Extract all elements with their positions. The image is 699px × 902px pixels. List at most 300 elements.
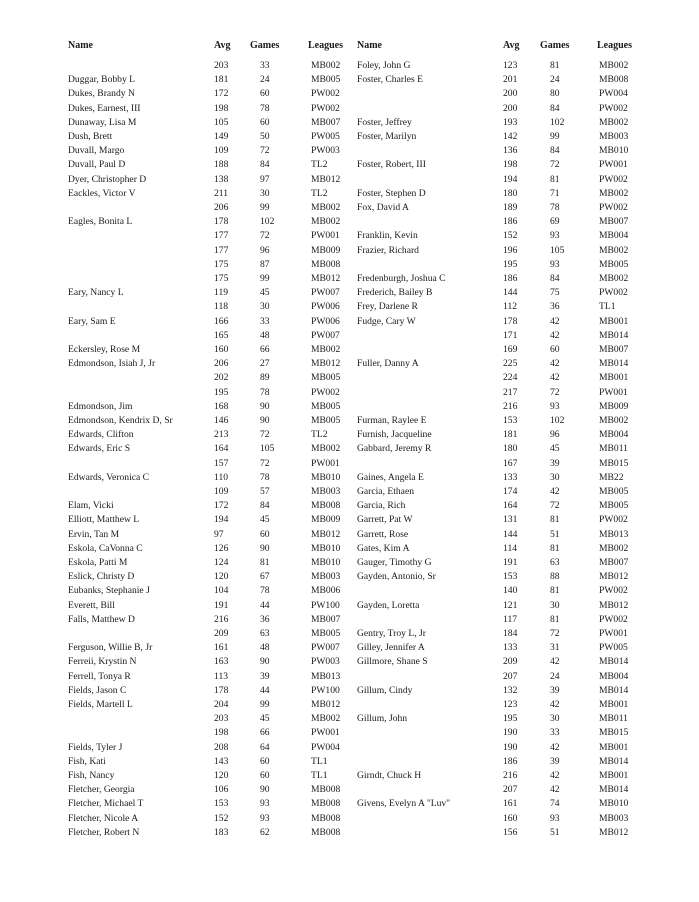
cell-name-right: Gillmore, Shane S [357, 656, 428, 668]
cell-avg-right: 195 [503, 258, 518, 270]
cell-name-left: Fletcher, Michael T [68, 798, 144, 810]
cell-games-left: 90 [260, 784, 270, 796]
cell-league-right: MB007 [599, 344, 629, 355]
table-row [0, 514, 699, 528]
table-row [0, 344, 699, 358]
cell-name-left: Fields, Martell L [68, 699, 133, 710]
cell-games-right: 39 [550, 684, 560, 696]
cell-name-left: Fletcher, Georgia [68, 784, 135, 796]
cell-name-right: Frey, Darlene R [357, 301, 418, 313]
cell-avg-right: 207 [503, 670, 518, 682]
cell-avg-left: 153 [214, 798, 229, 810]
table-row [0, 401, 699, 415]
cell-avg-left: 146 [214, 415, 229, 426]
cell-games-right: 39 [550, 755, 560, 767]
cell-avg-right: 174 [503, 486, 518, 497]
cell-league-right: PW005 [599, 642, 628, 654]
cell-league-left: MB010 [311, 542, 341, 554]
cell-league-left: MB002 [311, 344, 341, 355]
cell-games-right: 80 [550, 88, 560, 100]
cell-avg-left: 138 [214, 173, 229, 185]
cell-games-left: 60 [260, 88, 270, 100]
cell-avg-right: 196 [503, 244, 518, 256]
cell-league-right: MB002 [599, 415, 629, 426]
cell-games-left: 44 [260, 684, 270, 696]
cell-league-left: MB009 [311, 514, 341, 526]
cell-games-left: 72 [260, 457, 270, 469]
table-row [0, 685, 699, 699]
cell-games-right: 42 [550, 656, 560, 668]
cell-games-left: 60 [260, 116, 270, 128]
cell-avg-left: 175 [214, 258, 229, 270]
cell-avg-right: 216 [503, 400, 518, 412]
cell-avg-left: 202 [214, 372, 229, 384]
table-row [0, 245, 699, 259]
table-row [0, 827, 699, 841]
cell-games-left: 24 [260, 74, 270, 86]
cell-league-left: MB008 [311, 798, 341, 810]
table-row [0, 813, 699, 827]
cell-games-left: 36 [260, 613, 270, 625]
cell-league-left: PW100 [311, 599, 340, 611]
cell-games-left: 60 [260, 528, 270, 540]
cell-games-left: 72 [260, 145, 270, 157]
cell-name-left: Edwards, Veronica C [68, 471, 150, 483]
table-row [0, 713, 699, 727]
cell-games-right: 74 [550, 798, 560, 810]
cell-games-left: 64 [260, 741, 270, 753]
cell-games-left: 90 [260, 400, 270, 412]
cell-name-left: Eubanks, Stephanie J [68, 585, 150, 597]
table-row [0, 259, 699, 273]
cell-games-left: 90 [260, 656, 270, 668]
cell-league-left: MB007 [311, 116, 341, 128]
cell-name-right: Gayden, Antonio, Sr [357, 571, 436, 583]
cell-games-right: 102 [550, 415, 565, 426]
cell-league-left: MB002 [311, 216, 341, 228]
cell-league-right: MB001 [599, 741, 629, 753]
cell-league-right: MB003 [599, 812, 629, 824]
cell-avg-right: 132 [503, 684, 518, 696]
cell-avg-right: 217 [503, 386, 518, 398]
cell-games-left: 67 [260, 571, 270, 583]
cell-league-left: MB012 [311, 358, 341, 370]
cell-league-left: PW001 [311, 457, 340, 469]
table-row [0, 358, 699, 372]
cell-games-right: 42 [550, 784, 560, 796]
table-row [0, 330, 699, 344]
cell-games-right: 45 [550, 443, 560, 455]
cell-avg-left: 104 [214, 585, 229, 597]
table-row [0, 273, 699, 287]
cell-league-right: PW004 [599, 88, 628, 100]
table-row [0, 585, 699, 599]
table-row [0, 74, 699, 88]
cell-name-right: Foster, Charles E [357, 74, 423, 86]
cell-league-left: MB002 [311, 713, 341, 725]
cell-games-left: 33 [260, 60, 270, 71]
cell-league-left: MB012 [311, 173, 341, 185]
cell-avg-right: 178 [503, 315, 518, 327]
cell-name-right: Givens, Evelyn A "Luv" [357, 798, 451, 810]
cell-name-left: Eagles, Bonita L [68, 216, 133, 228]
cell-games-right: 93 [550, 230, 560, 242]
cell-league-right: MB014 [599, 656, 629, 668]
table-row [0, 671, 699, 685]
cell-games-right: 72 [550, 386, 560, 398]
cell-games-right: 30 [550, 713, 560, 725]
cell-avg-left: 143 [214, 755, 229, 767]
cell-name-right: Gates, Kim A [357, 542, 410, 554]
cell-avg-left: 97 [214, 528, 224, 540]
cell-league-right: MB004 [599, 230, 629, 242]
cell-games-right: 71 [550, 187, 560, 199]
cell-league-right: MB011 [599, 713, 628, 725]
cell-avg-left: 188 [214, 159, 229, 171]
cell-avg-left: 177 [214, 230, 229, 242]
cell-games-left: 78 [260, 585, 270, 597]
cell-league-left: PW005 [311, 131, 340, 142]
header-avg-right: Avg [503, 40, 520, 51]
table-row [0, 557, 699, 571]
cell-name-left: Eary, Nancy L [68, 287, 124, 299]
cell-league-left: PW004 [311, 741, 340, 753]
cell-league-left: PW007 [311, 287, 340, 299]
table-row [0, 415, 699, 429]
cell-games-right: 30 [550, 599, 560, 611]
cell-avg-left: 178 [214, 684, 229, 696]
cell-games-right: 72 [550, 628, 560, 639]
cell-games-right: 78 [550, 202, 560, 213]
cell-name-right: Fudge, Cary W [357, 315, 416, 327]
cell-league-right: MB012 [599, 826, 629, 838]
cell-name-left: Fish, Nancy [68, 770, 115, 781]
cell-avg-left: 113 [214, 670, 229, 682]
cell-league-left: TL2 [311, 187, 328, 199]
cell-avg-left: 216 [214, 613, 229, 625]
cell-avg-right: 209 [503, 656, 518, 668]
cell-avg-right: 200 [503, 102, 518, 114]
table-row [0, 756, 699, 770]
cell-avg-right: 140 [503, 585, 518, 597]
cell-avg-right: 200 [503, 88, 518, 100]
cell-name-right: Gentry, Troy L, Jr [357, 628, 426, 639]
cell-avg-right: 194 [503, 173, 518, 185]
cell-name-right: Garrett, Pat W [357, 514, 413, 526]
cell-league-right: MB001 [599, 315, 629, 327]
cell-games-left: 102 [260, 216, 275, 228]
cell-name-left: Eskola, CaVonna C [68, 542, 143, 554]
cell-name-left: Dukes, Brandy N [68, 88, 135, 100]
cell-avg-right: 189 [503, 202, 518, 213]
cell-name-left: Fletcher, Robert N [68, 826, 140, 838]
cell-name-left: Fields, Jason C [68, 684, 127, 696]
cell-league-left: PW007 [311, 329, 340, 341]
cell-games-left: 78 [260, 471, 270, 483]
cell-league-right: MB004 [599, 429, 629, 441]
cell-games-left: 89 [260, 372, 270, 384]
header-name-left: Name [68, 40, 93, 51]
cell-league-right: MB002 [599, 116, 629, 128]
cell-name-left: Duvall, Paul D [68, 159, 126, 171]
cell-avg-left: 213 [214, 429, 229, 441]
cell-avg-left: 110 [214, 471, 229, 483]
cell-games-left: 87 [260, 258, 270, 270]
cell-games-left: 81 [260, 557, 270, 568]
cell-games-left: 45 [260, 514, 270, 526]
cell-games-left: 93 [260, 798, 270, 810]
cell-avg-right: 181 [503, 429, 518, 441]
cell-games-right: 72 [550, 500, 560, 512]
cell-name-left: Elliott, Matthew L [68, 514, 140, 526]
table-row [0, 117, 699, 131]
cell-avg-left: 198 [214, 727, 229, 739]
cell-games-right: 42 [550, 372, 560, 384]
cell-games-left: 27 [260, 358, 270, 370]
table-row [0, 387, 699, 401]
table-row [0, 770, 699, 784]
cell-avg-left: 211 [214, 187, 229, 199]
cell-league-left: MB005 [311, 74, 341, 86]
cell-name-left: Eackles, Victor V [68, 187, 136, 199]
cell-league-right: PW002 [599, 514, 628, 526]
cell-avg-right: 144 [503, 528, 518, 540]
cell-name-right: Furman, Raylee E [357, 415, 427, 426]
table-row [0, 798, 699, 812]
table-row [0, 174, 699, 188]
cell-games-right: 42 [550, 770, 560, 781]
cell-games-right: 88 [550, 571, 560, 583]
cell-avg-right: 160 [503, 812, 518, 824]
cell-games-right: 42 [550, 358, 560, 370]
cell-avg-left: 105 [214, 116, 229, 128]
cell-games-right: 36 [550, 301, 560, 313]
cell-avg-right: 180 [503, 187, 518, 199]
cell-league-right: MB005 [599, 486, 629, 497]
cell-avg-right: 186 [503, 216, 518, 228]
cell-league-left: TL1 [311, 770, 328, 781]
cell-avg-right: 167 [503, 457, 518, 469]
cell-avg-right: 195 [503, 713, 518, 725]
cell-avg-left: 160 [214, 344, 229, 355]
table-row [0, 316, 699, 330]
cell-games-left: 99 [260, 699, 270, 710]
cell-league-right: PW002 [599, 585, 628, 597]
cell-avg-left: 204 [214, 699, 229, 710]
table-row [0, 131, 699, 145]
cell-league-left: PW100 [311, 684, 340, 696]
cell-league-left: MB008 [311, 826, 341, 838]
cell-name-left: Ferguson, Willie B, Jr [68, 642, 153, 654]
cell-name-right: Gilley, Jennifer A [357, 642, 425, 654]
cell-league-right: MB002 [599, 542, 629, 554]
table-row [0, 429, 699, 443]
cell-avg-right: 216 [503, 770, 518, 781]
cell-league-right: MB012 [599, 571, 629, 583]
cell-avg-left: 195 [214, 386, 229, 398]
cell-name-left: Edmondson, Isiah J, Jr [68, 358, 156, 370]
cell-league-right: MB010 [599, 145, 629, 157]
cell-league-right: MB001 [599, 770, 629, 781]
cell-name-left: Dukes, Earnest, III [68, 102, 141, 114]
cell-name-left: Dyer, Christopher D [68, 173, 147, 185]
table-row [0, 159, 699, 173]
cell-games-right: 102 [550, 116, 565, 128]
cell-name-right: Gabbard, Jeremy R [357, 443, 432, 455]
cell-league-right: MB014 [599, 784, 629, 796]
cell-league-left: MB003 [311, 486, 341, 497]
cell-name-right: Foster, Marilyn [357, 131, 417, 142]
cell-name-left: Fields, Tyler J [68, 741, 123, 753]
cell-avg-right: 190 [503, 727, 518, 739]
cell-league-right: MB014 [599, 755, 629, 767]
cell-league-right: PW002 [599, 287, 628, 299]
cell-league-right: PW001 [599, 628, 628, 639]
cell-games-right: 81 [550, 542, 560, 554]
table-row [0, 230, 699, 244]
table-row [0, 472, 699, 486]
cell-league-right: TL1 [599, 301, 616, 313]
header-name-right: Name [357, 40, 382, 51]
cell-avg-left: 181 [214, 74, 229, 86]
cell-games-left: 39 [260, 670, 270, 682]
table-row [0, 543, 699, 557]
cell-league-left: PW001 [311, 230, 340, 242]
cell-name-right: Girndt, Chuck H [357, 770, 422, 781]
cell-games-left: 99 [260, 202, 270, 213]
table-row [0, 486, 699, 500]
cell-games-left: 45 [260, 713, 270, 725]
cell-games-right: 84 [550, 102, 560, 114]
cell-league-right: MB002 [599, 273, 629, 284]
cell-games-right: 24 [550, 670, 560, 682]
cell-name-right: Gaines, Angela E [357, 471, 424, 483]
cell-avg-right: 136 [503, 145, 518, 157]
cell-games-left: 78 [260, 386, 270, 398]
cell-league-right: MB001 [599, 699, 629, 710]
cell-games-left: 60 [260, 770, 270, 781]
cell-league-right: MB014 [599, 329, 629, 341]
cell-name-right: Garrett, Rose [357, 528, 409, 540]
cell-avg-left: 191 [214, 599, 229, 611]
cell-avg-right: 161 [503, 798, 518, 810]
cell-games-left: 30 [260, 187, 270, 199]
table-row [0, 301, 699, 315]
table-row [0, 784, 699, 798]
cell-name-left: Edmondson, Jim [68, 400, 133, 412]
cell-league-left: MB005 [311, 628, 341, 639]
cell-league-left: MB012 [311, 273, 341, 284]
cell-league-left: MB006 [311, 585, 341, 597]
cell-league-left: PW002 [311, 102, 340, 114]
cell-avg-left: 109 [214, 145, 229, 157]
cell-avg-left: 168 [214, 400, 229, 412]
cell-name-left: Dush, Brett [68, 131, 113, 142]
cell-league-right: MB003 [599, 131, 629, 142]
cell-avg-right: 133 [503, 471, 518, 483]
cell-avg-right: 156 [503, 826, 518, 838]
header-leagues-right: Leagues [597, 40, 632, 51]
cell-avg-right: 186 [503, 755, 518, 767]
cell-league-right: MB014 [599, 684, 629, 696]
cell-avg-right: 171 [503, 329, 518, 341]
cell-name-right: Gillum, Cindy [357, 684, 413, 696]
cell-games-right: 42 [550, 699, 560, 710]
cell-league-right: MB012 [599, 599, 629, 611]
cell-games-right: 51 [550, 826, 560, 838]
cell-name-left: Fletcher, Nicole A [68, 812, 139, 824]
cell-league-right: PW001 [599, 386, 628, 398]
cell-avg-left: 178 [214, 216, 229, 228]
cell-avg-left: 206 [214, 358, 229, 370]
cell-avg-right: 201 [503, 74, 518, 86]
table-row [0, 103, 699, 117]
cell-games-left: 66 [260, 727, 270, 739]
table-row [0, 529, 699, 543]
cell-games-left: 84 [260, 500, 270, 512]
cell-name-left: Ferrell, Tonya R [68, 670, 131, 682]
table-row [0, 642, 699, 656]
cell-name-right: Foley, John G [357, 60, 411, 71]
cell-league-right: MB002 [599, 60, 629, 71]
table-row [0, 202, 699, 216]
cell-league-left: MB005 [311, 415, 341, 426]
cell-avg-right: 131 [503, 514, 518, 526]
cell-name-right: Foster, Robert, III [357, 159, 426, 171]
cell-games-right: 42 [550, 329, 560, 341]
cell-name-left: Elam, Vicki [68, 500, 114, 512]
cell-league-left: PW002 [311, 88, 340, 100]
cell-games-left: 90 [260, 542, 270, 554]
cell-games-right: 60 [550, 344, 560, 355]
cell-games-right: 33 [550, 727, 560, 739]
cell-league-left: MB008 [311, 258, 341, 270]
cell-league-left: MB010 [311, 557, 341, 568]
cell-name-left: Edwards, Eric S [68, 443, 131, 455]
cell-league-right: MB004 [599, 670, 629, 682]
cell-league-left: MB012 [311, 699, 341, 710]
cell-name-left: Eskola, Patti M [68, 557, 128, 568]
cell-avg-left: 203 [214, 713, 229, 725]
cell-name-left: Edmondson, Kendrix D, Sr [68, 415, 173, 426]
cell-name-right: Furnish, Jacqueline [357, 429, 432, 441]
cell-league-left: MB008 [311, 784, 341, 796]
header-avg-left: Avg [214, 40, 231, 51]
cell-name-left: Eckersley, Rose M [68, 344, 141, 355]
table-row [0, 628, 699, 642]
cell-avg-right: 190 [503, 741, 518, 753]
cell-name-right: Fuller, Danny A [357, 358, 419, 370]
cell-name-left: Duggar, Bobby L [68, 74, 136, 86]
cell-games-right: 81 [550, 613, 560, 625]
cell-league-left: MB008 [311, 812, 341, 824]
cell-games-left: 72 [260, 230, 270, 242]
cell-avg-left: 164 [214, 443, 229, 455]
cell-league-right: PW001 [599, 159, 628, 171]
cell-games-left: 97 [260, 173, 270, 185]
cell-name-left: Ervin, Tan M [68, 528, 120, 540]
cell-games-right: 105 [550, 244, 565, 256]
table-row [0, 742, 699, 756]
cell-league-left: MB007 [311, 613, 341, 625]
cell-league-right: PW002 [599, 173, 628, 185]
cell-league-right: MB010 [599, 798, 629, 810]
cell-avg-left: 172 [214, 500, 229, 512]
cell-games-right: 93 [550, 400, 560, 412]
cell-league-left: PW002 [311, 386, 340, 398]
table-row [0, 500, 699, 514]
cell-avg-right: 121 [503, 599, 518, 611]
